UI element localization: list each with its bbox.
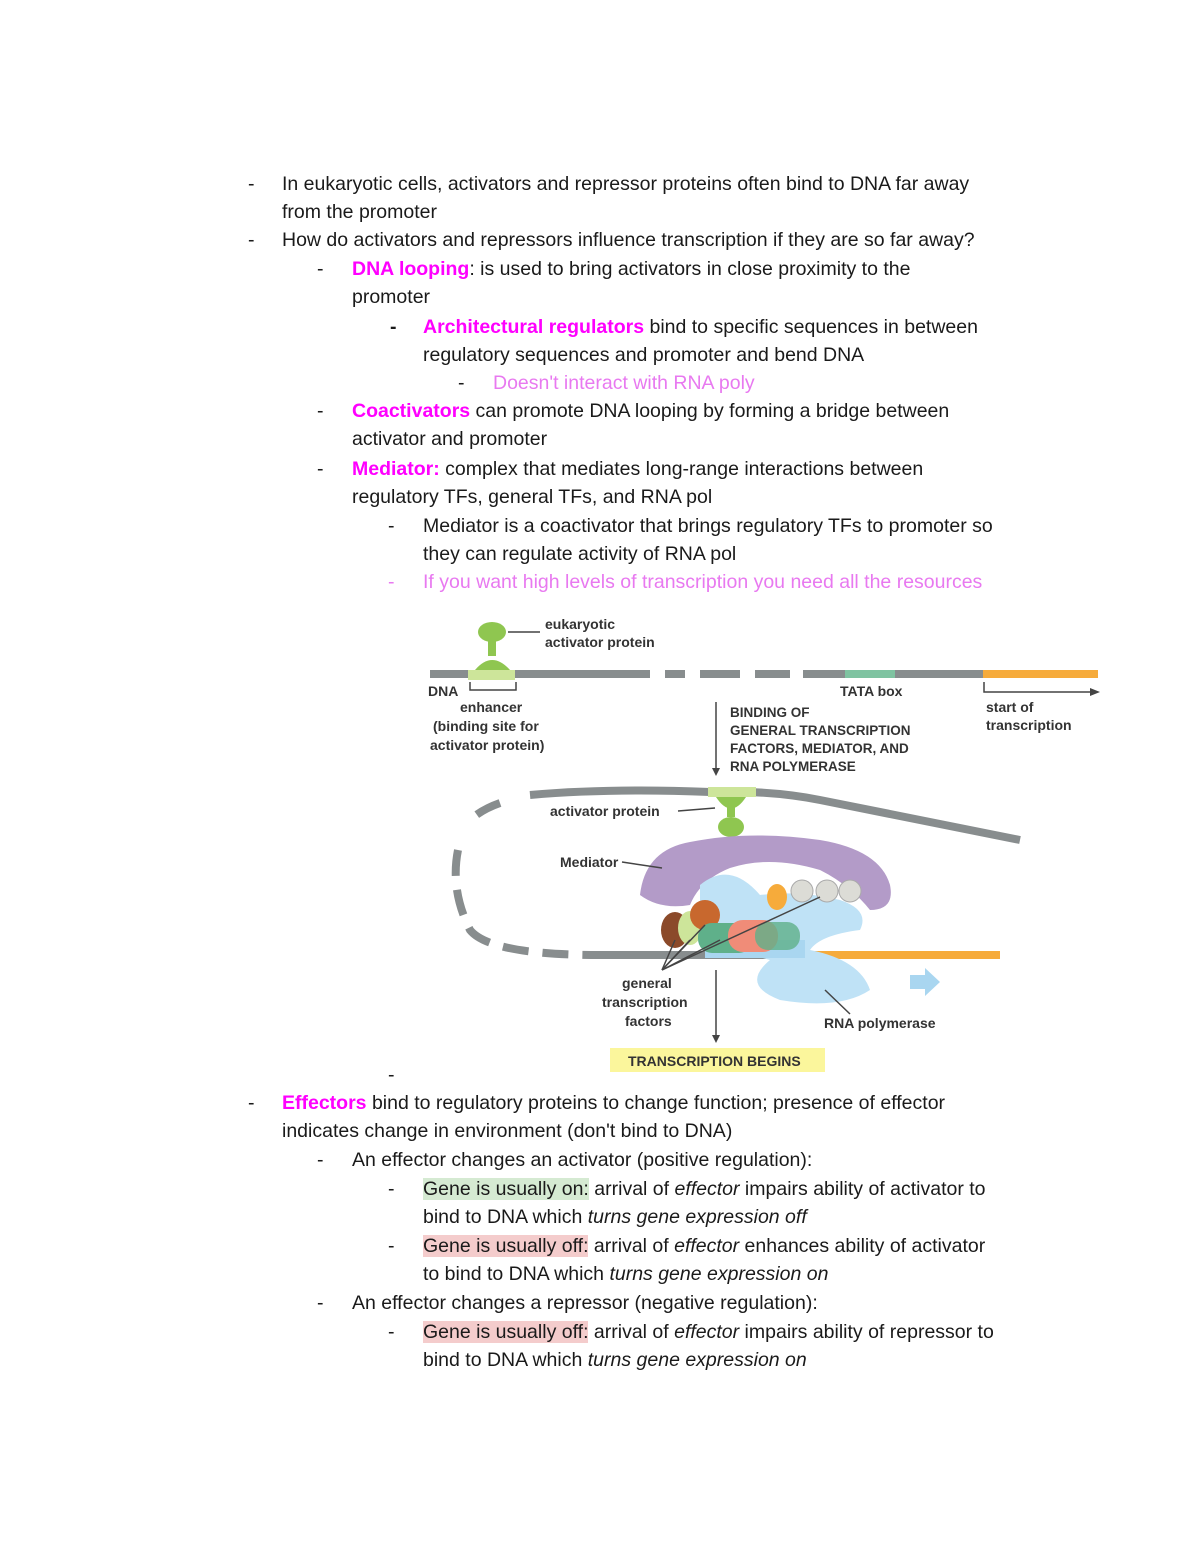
bullet: -	[317, 400, 324, 422]
note-line: An effector changes an activator (positive regulation):	[352, 1149, 813, 1171]
dna-strand-top	[430, 670, 1098, 678]
note-text: impairs ability of activator to	[739, 1178, 986, 1200]
bullet: -	[317, 258, 324, 280]
note-line: If you want high levels of transcription you need all the resources	[423, 571, 983, 593]
note-text: enhances ability of activator	[739, 1235, 986, 1257]
note-text: impairs ability of repressor to	[739, 1321, 994, 1343]
note-line: activator and promoter	[352, 428, 548, 450]
term-effectors: Effectors	[282, 1092, 367, 1114]
bound-activator-icon	[716, 797, 746, 837]
transcript-strand	[810, 951, 1000, 959]
bullet: -	[388, 1235, 395, 1257]
note-line	[423, 1318, 994, 1346]
note-text: arrival of	[588, 1321, 675, 1343]
binding-label-1: BINDING OF	[730, 705, 810, 720]
rna-polymerase-label: RNA polymerase	[824, 1015, 936, 1031]
enhancer-label-3: activator protein)	[430, 737, 545, 753]
start-label-2: transcription	[986, 717, 1072, 733]
note-text: bind to specific sequences in between	[644, 316, 978, 338]
note-line: regulatory TFs, general TFs, and RNA pol	[352, 486, 713, 508]
note-text: complex that mediates long-range interactions between	[439, 458, 924, 480]
note-line: promoter	[352, 286, 431, 308]
highlight-gene-off: Gene is usually off:	[423, 1321, 589, 1343]
bullet: -	[458, 372, 465, 394]
gtf-label-2: transcription	[602, 994, 688, 1010]
enhancer-box	[708, 787, 756, 797]
note-line	[423, 313, 978, 341]
bullet: -	[248, 229, 255, 251]
binding-label-2: GENERAL TRANSCRIPTION	[730, 723, 911, 738]
note-line: from the promoter	[282, 201, 437, 223]
binding-label-4: RNA POLYMERASE	[730, 759, 856, 774]
note-text: arrival of	[588, 1235, 675, 1257]
gtf-label-1: general	[622, 975, 672, 991]
note-text: to bind to DNA which	[423, 1263, 610, 1285]
note-text: bind to regulatory proteins to change function; presence of effector	[366, 1092, 946, 1114]
note-italic: effector	[674, 1178, 740, 1200]
note-line	[423, 1260, 828, 1288]
note-line	[423, 1232, 985, 1260]
mediator-label: Mediator	[560, 854, 619, 870]
direction-arrow-icon	[910, 968, 940, 996]
bullet: -	[388, 571, 395, 593]
transcription-begins-label: TRANSCRIPTION BEGINS	[628, 1053, 801, 1069]
binding-label-3: FACTORS, MEDIATOR, AND	[730, 741, 909, 756]
term-architectural-regulators: Architectural regulators	[423, 316, 645, 338]
note-line: How do activators and repressors influence transcription if they are so far away?	[282, 229, 975, 251]
note-line: regulatory sequences and promoter and bend DNA	[423, 344, 865, 366]
note-text: : is used to bring activators in close proximity to the	[469, 258, 911, 280]
note-line: An effector changes a repressor (negative regulation):	[352, 1292, 818, 1314]
note-line	[352, 255, 910, 283]
bullet: -	[248, 173, 255, 195]
term-dna-looping: DNA looping	[352, 258, 470, 280]
bullet: -	[388, 1178, 395, 1200]
note-line	[352, 397, 949, 425]
term-coactivators: Coactivators	[352, 400, 471, 422]
note-line: Doesn't interact with RNA poly	[493, 372, 755, 394]
note-text: bind to DNA which	[423, 1206, 588, 1228]
bullet: -	[317, 1292, 324, 1314]
highlight-gene-off: Gene is usually off:	[423, 1235, 589, 1257]
note-text: bind to DNA which	[423, 1349, 588, 1371]
enhancer-label-2: (binding site for	[433, 718, 539, 734]
highlight-gene-on: Gene is usually on:	[423, 1178, 589, 1200]
note-italic: turns gene expression on	[587, 1349, 807, 1371]
bullet: -	[388, 515, 395, 537]
enhancer-label-1: enhancer	[460, 699, 523, 715]
note-line	[282, 1089, 945, 1117]
note-line	[423, 1346, 807, 1374]
note-line: they can regulate activity of RNA pol	[423, 543, 737, 565]
note-text: arrival of	[588, 1178, 675, 1200]
activator-label-2: activator protein	[545, 634, 655, 650]
note-italic: turns gene expression off	[587, 1206, 807, 1228]
bullet: -	[390, 316, 397, 338]
activator-protein-label: activator protein	[550, 803, 660, 819]
note-line: Mediator is a coactivator that brings regulatory TFs to promoter so	[423, 515, 993, 537]
note-italic: effector	[674, 1235, 740, 1257]
dna-label: DNA	[428, 683, 459, 699]
note-italic: turns gene expression on	[609, 1263, 829, 1285]
note-italic: effector	[674, 1321, 740, 1343]
note-line	[423, 1175, 986, 1203]
activator-label-1: eukaryotic	[545, 616, 616, 632]
note-text: can promote DNA looping by forming a bridge between	[470, 400, 950, 422]
start-label-1: start of	[986, 699, 1034, 715]
note-line	[352, 455, 923, 483]
term-mediator: Mediator:	[352, 458, 440, 480]
transcription-figure	[400, 610, 1110, 1080]
bullet: -	[317, 458, 324, 480]
note-line: indicates change in environment (don't bind to DNA)	[282, 1120, 733, 1142]
tata-box-label: TATA box	[840, 683, 903, 699]
bullet: -	[388, 1064, 395, 1086]
note-line	[423, 1203, 807, 1231]
gtf-label-3: factors	[625, 1013, 672, 1029]
bullet: -	[388, 1321, 395, 1343]
bullet: -	[317, 1149, 324, 1171]
bullet: -	[248, 1092, 255, 1114]
note-line: In eukaryotic cells, activators and repressor proteins often bind to DNA far away	[282, 173, 970, 195]
